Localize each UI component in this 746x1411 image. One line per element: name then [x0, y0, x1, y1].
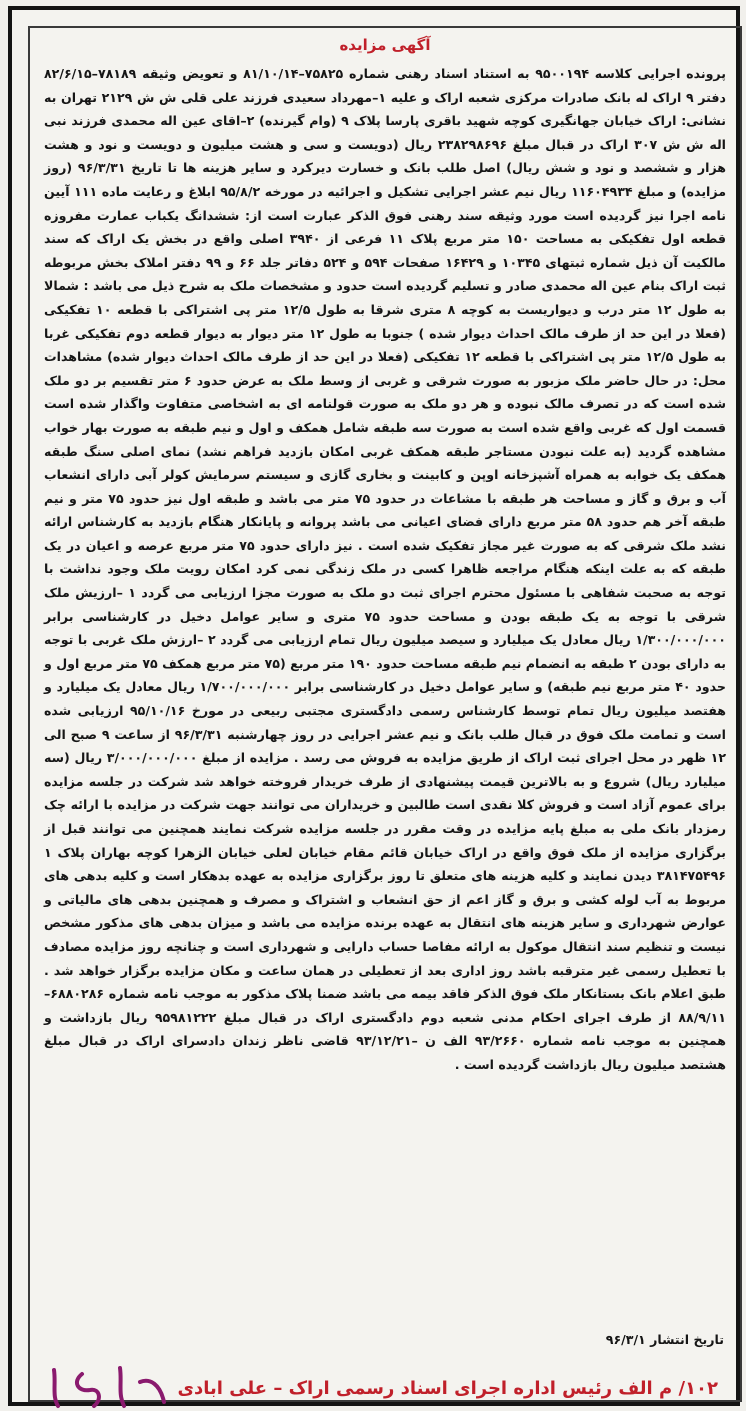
- notice-body: پرونده اجرایی کلاسه ۹۵۰۰۱۹۴ به استناد اسناد رهنی شماره ۷۵۸۲۵–۸۱/۱۰/۱۴ و تعویض وثیقه ۷۸۱۸۹–۸۲/۶/۱۵ دفتر ۹ اراک له بانک صادرات مرکزی شعبه اراک و علیه ۱–مهرداد سعیدی فرزند علی قلی ش ش ۲۱۲۹ تهران به نشانی: اراک خیابان جهانگیری کوچه شهید باقری پارسا پلاک ۹ (وام گیرنده) ۲–اقای عین اله محمدی فرزند نبی اله ش ش ۳۰۷ اراک در قبال مبلغ ۲۳۸۲۹۸۶۹۶ ریال (دویست و سی و هشت میلیون و دویست و نود و هشت هزار و ششصد و نود و شش ریال) اصل طلب بانک و خسارت دیرکرد و سایر هزینه ها تا تاریخ ۹۶/۳/۳۱ (روز مزایده) و مبلغ ۱۱۶۰۴۹۳۴ ریال نیم عشر اجرایی تشکیل و اجرائیه در مورخه ۹۵/۸/۲ ابلاغ و رعایت ماده ۱۱۱ آیین نامه اجرا نیز گردیده است مورد وثیقه سند رهنی فوق الذکر عبارت است از: ششدانگ یکباب عمارت مفروزه قطعه اول تفکیکی به مساحت ۱۵۰ متر مربع پلاک ۱۱ فرعی از ۳۹۴۰ اصلی واقع در بخش یک اراک که سند مالکیت آن ذیل شماره ثبتهای ۱۰۳۴۵ و ۱۶۴۲۹ صفحات ۵۹۴ و ۵۲۴ دفاتر جلد ۶۶ و ۹۹ دفتر املاک بخش مربوطه ثبت اراک بنام عین اله محمدی صادر و تسلیم گردیده است حدود و مشخصات ملک به شرح ذیل می باشد : شمالا به طول ۱۲ متر درب و دیواریست به کوچه ۸ متری شرقا به طول ۱۲/۵ متر پی اشتراکی با قطعه ۱۰ تفکیکی (فعلا در این حد از طرف مالک احداث دیوار شده ) جنوبا به طول ۱۲ متر دیوار به دیوار قطعه دوم تفکیکی غربا به طول ۱۲/۵ متر پی اشتراکی با قطعه ۱۲ تفکیکی (فعلا در این حد از طرف مالک احداث دیوار شده) مشاهدات محل: در حال حاضر ملک مزبور به صورت شرقی و غربی از وسط ملک به عرض حدود ۶ متر تقسیم بر دو ملک شده است که در تصرف مالک نبوده و هر دو ملک به صورت قولنامه ای به اشخاصی متفاوت واگذار شده است قسمت اول که غربی واقع شده است به صورت سه طبقه شامل همکف و اول و نیم طبقه به صورت بهار خواب مشاهده گردید (به علت نبودن مستاجر طبقه همکف غربی امکان بازدید فراهم نشد) نمای اصلی سنگ طبقه همکف یک خوابه به همراه آشپزخانه اوپن و کابینت و بخاری گازی و سیستم سرمایش کولر آبی دارای انشعاب آب و برق و گاز و مساحت هر طبقه با مشاعات در حدود ۷۵ متر می باشد و طبقه اول نیز حدود ۷۵ متر و نیم طبقه آخر هم حدود ۵۸ متر مربع دارای فضای اعیانی می باشد پروانه و پایانکار هنگام بازدید به کارشناس ارائه نشد ملک شرقی که به صورت غیر مجاز تفکیک شده است . نیز دارای حدود ۷۵ متر مربع عرصه و اعیان در یک طبقه که به علت اینکه هنگام مراجعه ظاهرا کسی در ملک زندگی نمی کرد امکان رویت ملک وجود نداشت با توجه به صحبت شفاهی با مسئول محترم اجرای ثبت دو ملک به صورت مجزا ارزیابی می گردد ۱ –ارزیش ملک شرقی با توجه به یک طبقه بودن و مساحت حدود ۷۵ متری و سایر عوامل دخیل در کارشناسی برابر ۱/۳۰۰/۰۰۰/۰۰۰ ریال معادل یک میلیارد و سیصد میلیون ریال تمام ارزیابی می گردد ۲ –ارزش ملک غربی با توجه به دارای بودن ۲ طبقه به انضمام نیم طبقه مساحت حدود ۱۹۰ متر مربع (۷۵ متر مربع همکف ۷۵ متر مربع اول و حدود ۴۰ متر مربع نیم طبقه) و سایر عوامل دخیل در کارشناسی برابر ۱/۷۰۰/۰۰۰/۰۰۰ ریال معادل یک میلیارد و هفتصد میلیون ریال تمام توسط کارشناس رسمی دادگستری مجتبی ربیعی در مورخ ۹۵/۱۰/۱۶ ارزیابی شده است و تمامت ملک فوق در قبال طلب بانک و نیم عشر اجرایی در روز چهارشنبه ۹۶/۳/۳۱ از ساعت ۹ صبح الی ۱۲ ظهر در محل اجرای ثبت اراک از طریق مزایده به فروش می رسد . مزایده از مبلغ ۳/۰۰۰/۰۰۰/۰۰۰ ریال (سه میلیارد ریال) شروع و به بالاترین قیمت پیشنهادی از طرف خریدار فروخته خواهد شد شرکت در جلسه مزایده برای عموم آزاد است و فروش کلا نقدی است طالبین و خریداران می توانند جهت شرکت در مزایده با ارائه چک رمزدار بانک ملی به مبلغ پایه مزایده در وقت مقرر در جلسه مزایده شرکت نمایند همچنین می توانند قبل از برگزاری مزایده از ملک فوق واقع در اراک خیابان قائم مقام خیابان لعلی خیابان الزهرا کوچه بهاران پلاک ۱ ۳۸۱۴۷۵۴۹۶ دیدن نمایند و کلیه هزینه های متعلق تا روز برگزاری مزایده به عهده بدهکار است و کلیه بدهی های مربوط به آب لوله کشی و برق و گاز اعم از حق انشعاب و اشتراک و مصرف و همچنین بدهی های مالیاتی و عوارض شهرداری و سایر هزینه های انتقال به عهده برنده مزایده می باشد و میزان بدهی های مذکور مشخص نیست و تنظیم سند انتقال موکول به ارائه مفاصا حساب دارایی و شهرداری است و چنانچه روز مزایده مصادف با تعطیل رسمی غیر مترقبه باشد روز اداری بعد از تعطیلی در همان ساعت و مکان مزایده برگزار خواهد شد . طبق اعلام بانک بستانکار ملک فوق الذکر فاقد بیمه می باشد ضمنا پلاک مذکور به موجب نامه شماره ۶۸۸۰۲۸۶–۸۸/۹/۱۱ از طرف اجرای احکام مدنی شعبه دوم دادگستری اراک در قبال مبلغ ۹۵۹۸۱۲۲۲ ریال بازداشت و همچنین به موجب نامه شماره ۹۳/۲۶۶۰ الف ن –۹۳/۱۲/۲۱ قاضی ناظر زندان دادسرای اراک در قبال مبلغ هشتصد میلیون ریال بازداشت گردیده است .: [44, 66, 727, 1072]
- signature-line: ۱۰۲/ م الف رئیس اداره اجرای اسناد رسمی اراک – علی ابادی: [177, 1378, 718, 1399]
- publish-date: تاریخ انتشار ۹۶/۳/۱: [605, 1332, 724, 1347]
- notice-inner-frame: [28, 26, 742, 1402]
- handwritten-mark: [42, 1362, 172, 1410]
- notice-title: آگهی مزایده: [339, 36, 431, 54]
- notice-outer-frame: [8, 6, 740, 1406]
